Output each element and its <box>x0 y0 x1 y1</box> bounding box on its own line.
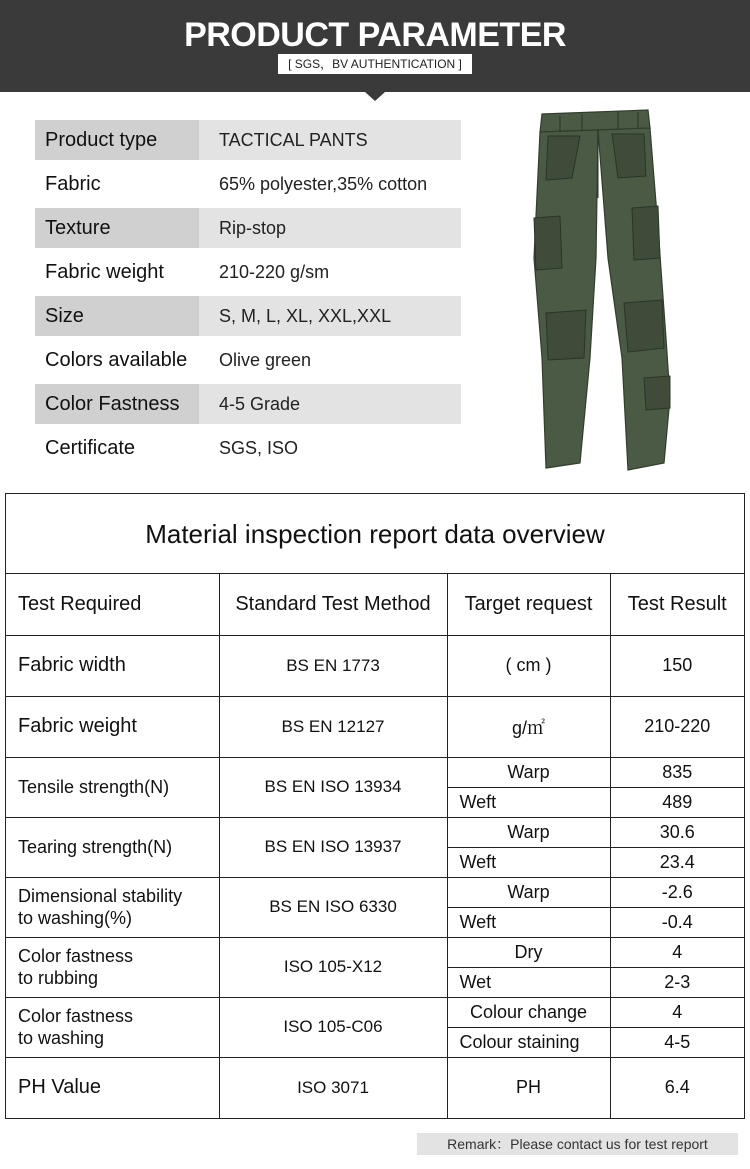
page-title: PRODUCT PARAMETER <box>184 16 566 54</box>
test-name-line: Color fastness <box>18 946 134 966</box>
param-key: Color Fastness <box>35 384 199 424</box>
remark-note: Remark：Please contact us for test report <box>417 1133 738 1155</box>
test-name-line: Color fastness <box>18 1006 134 1026</box>
target-request: PH <box>447 1057 610 1118</box>
param-value: TACTICAL PANTS <box>219 129 368 150</box>
table-row <box>6 937 744 967</box>
header-banner <box>0 0 750 92</box>
test-result: 835 <box>610 757 744 787</box>
column-header: Target request <box>447 574 610 635</box>
target-request: Weft <box>447 907 610 937</box>
param-row-color-fastness <box>35 384 461 424</box>
test-method: ISO 105-X12 <box>219 937 447 997</box>
param-key: Texture <box>35 208 199 248</box>
target-request: ( cm ) <box>447 635 610 696</box>
target-request: Warp <box>447 877 610 907</box>
test-method: BS EN ISO 6330 <box>219 877 447 937</box>
inspection-table <box>6 574 744 1118</box>
param-row-colors <box>35 338 461 382</box>
table-row <box>6 757 744 787</box>
test-result: 23.4 <box>610 847 744 877</box>
test-method: BS EN ISO 13937 <box>219 817 447 877</box>
test-name: Fabric weight <box>6 696 219 757</box>
param-value: Rip-stop <box>219 217 287 238</box>
target-request: Dry <box>447 937 610 967</box>
test-name-line: to washing(%) <box>18 908 133 928</box>
param-key: Colors available <box>45 348 188 371</box>
test-result: 2-3 <box>610 967 744 997</box>
param-row-texture <box>35 208 461 248</box>
param-value: 65% polyester,35% cotton <box>219 173 428 194</box>
target-request: Wet <box>447 967 610 997</box>
param-row-certificate <box>35 426 461 470</box>
target-request: Warp <box>447 757 610 787</box>
test-method: ISO 3071 <box>219 1057 447 1118</box>
test-name: Tearing strength(N) <box>6 817 219 877</box>
test-result: -2.6 <box>610 877 744 907</box>
table-row <box>6 635 744 696</box>
target-request: Weft <box>447 787 610 817</box>
target-request: g/㎡ <box>447 696 610 757</box>
param-row-product-type <box>35 120 461 160</box>
param-row-fabric-weight <box>35 250 461 294</box>
test-method: BS EN 1773 <box>219 635 447 696</box>
test-result: -0.4 <box>610 907 744 937</box>
test-result: 210-220 <box>610 696 744 757</box>
test-name-line: to rubbing <box>18 968 99 988</box>
test-name: Tensile strength(N) <box>6 757 219 817</box>
param-key: Fabric weight <box>45 260 164 283</box>
authentication-badge: [ SGS，BV AUTHENTICATION ] <box>278 54 472 74</box>
param-key: Fabric <box>45 172 101 195</box>
param-value: SGS, ISO <box>219 437 299 458</box>
test-result: 6.4 <box>610 1057 744 1118</box>
param-value: 210-220 g/sm <box>219 261 330 282</box>
parameter-list <box>35 118 461 470</box>
target-request: Weft <box>447 847 610 877</box>
param-key: Certificate <box>45 436 136 459</box>
column-header: Test Result <box>610 574 744 635</box>
inspection-report <box>5 493 745 1119</box>
banner-notch <box>365 92 385 101</box>
table-row <box>6 877 744 907</box>
test-name-line: to washing <box>18 1028 105 1048</box>
tactical-pants-image <box>520 108 680 478</box>
test-result: 4-5 <box>610 1027 744 1057</box>
target-request: Colour staining <box>447 1027 610 1057</box>
column-header: Standard Test Method <box>219 574 447 635</box>
report-title: Material inspection report data overview <box>6 494 744 574</box>
target-request: Warp <box>447 817 610 847</box>
test-name <box>6 997 219 1057</box>
test-name: PH Value <box>6 1057 219 1118</box>
table-header-row <box>6 574 744 635</box>
test-name-line: Dimensional stability <box>18 886 183 906</box>
test-result: 4 <box>610 997 744 1027</box>
param-value: S, M, L, XL, XXL,XXL <box>219 305 392 326</box>
test-result: 30.6 <box>610 817 744 847</box>
param-key: Product type <box>35 120 199 160</box>
table-row <box>6 817 744 847</box>
param-row-fabric <box>35 162 461 206</box>
test-name: Fabric width <box>6 635 219 696</box>
table-row <box>6 696 744 757</box>
param-value: Olive green <box>219 349 312 370</box>
param-key: Size <box>35 296 199 336</box>
test-method: ISO 105-C06 <box>219 997 447 1057</box>
test-result: 489 <box>610 787 744 817</box>
test-name <box>6 877 219 937</box>
param-value: 4-5 Grade <box>219 393 301 414</box>
column-header: Test Required <box>6 574 219 635</box>
test-name <box>6 937 219 997</box>
param-row-size <box>35 296 461 336</box>
test-result: 4 <box>610 937 744 967</box>
test-result: 150 <box>610 635 744 696</box>
test-method: BS EN ISO 13934 <box>219 757 447 817</box>
test-method: BS EN 12127 <box>219 696 447 757</box>
table-row <box>6 1057 744 1118</box>
table-row <box>6 997 744 1027</box>
target-request: Colour change <box>447 997 610 1027</box>
